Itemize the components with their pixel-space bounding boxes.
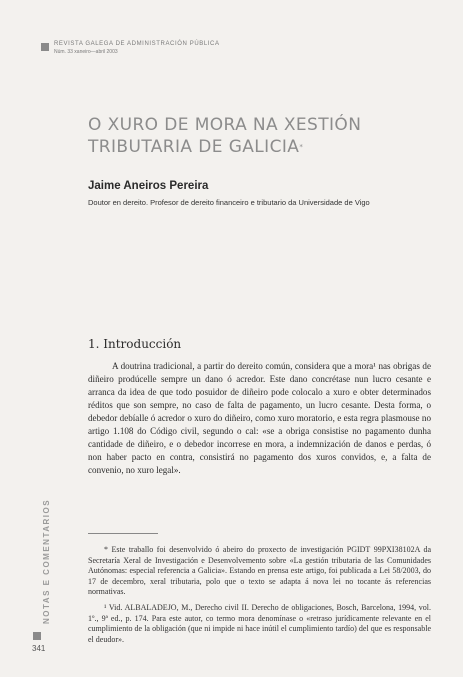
footnote-star: * Este traballo foi desenvolvido ó abeiro do proxecto de investigación PGIDT 99PXI38102A da Secretaría Xeral de Investigación e Desenvolvemento sobre «La gestión tributaria de las Comunidades Autónomas: especial referencia a Galicia». Estando en prensa este artigo, foi publicada a Lei 58/2003, do 17 de decembro, xeral tributaria, polo que o texto se adapta á nova lei no tocante ás referencias normativas. [88, 545, 431, 596]
footnote-1: ¹ Vid. ALBALADEJO, M., Derecho civil II. Derecho de obligaciones, Bosch, Barcelona, 1994, vol. 1º., 9ª ed., p. 174. Para este autor, co termo mora denomínase o «retraso jurídicamente relevante en el cumplimiento de la obligación (que ni impide ni hace inútil el cumplimiento tardío) del que es responsable el deudor». [88, 603, 431, 644]
footnote-divider [88, 533, 158, 534]
page-number: 341 [32, 644, 46, 653]
journal-name: REVISTA GALEGA DE ADMINISTRACIÓN PÚBLICA [54, 41, 220, 47]
article-title-text: O XURO DE MORA NA XESTIÓN TRIBUTARIA DE GALICIA [88, 115, 362, 157]
article-title [88, 114, 418, 158]
author-name: Jaime Aneiros Pereira [88, 180, 209, 192]
title-footnote-mark: * [299, 143, 304, 151]
side-marker [33, 632, 41, 640]
issue-info: Núm. 33 xaneiro—abril 2003 [54, 49, 118, 55]
author-affiliation: Doutor en dereito. Profesor de dereito financeiro e tributario da Universidade de Vigo [88, 198, 370, 207]
header-marker [41, 43, 49, 51]
body-paragraph: A doutrina tradicional, a partir do dereito común, considera que a mora¹ nas obrigas de diñeiro prodúcelle sempre un dano ó acredor. Este dano concrétase nun lucro cesante e arranca da idea de que todo posuidor de diñeiro pode colocalo a xuro e obter determinados réditos que son sempre, no caso de falta de pagamento, un lucro cesante. Desta forma, o debedor debíalle ó acredor o xuro do diñeiro, como xuro moratorio, e esta regra plasmouse no artigo 1.108 do Código civil, segundo o cal: «se a obriga consistise no pagamento dunha cantidade de diñeiro, e o debedor incorrese en mora, a indemnización de danos e perdas, ó non haber pacto en contra, consistirá no pagamento dos xuros convidos, e, a falta de convenio, no xuro legal». [88, 361, 431, 475]
section-heading: 1. Introducción [88, 337, 182, 351]
section-side-label: NOTAS E COMENTARIOS [42, 498, 51, 624]
